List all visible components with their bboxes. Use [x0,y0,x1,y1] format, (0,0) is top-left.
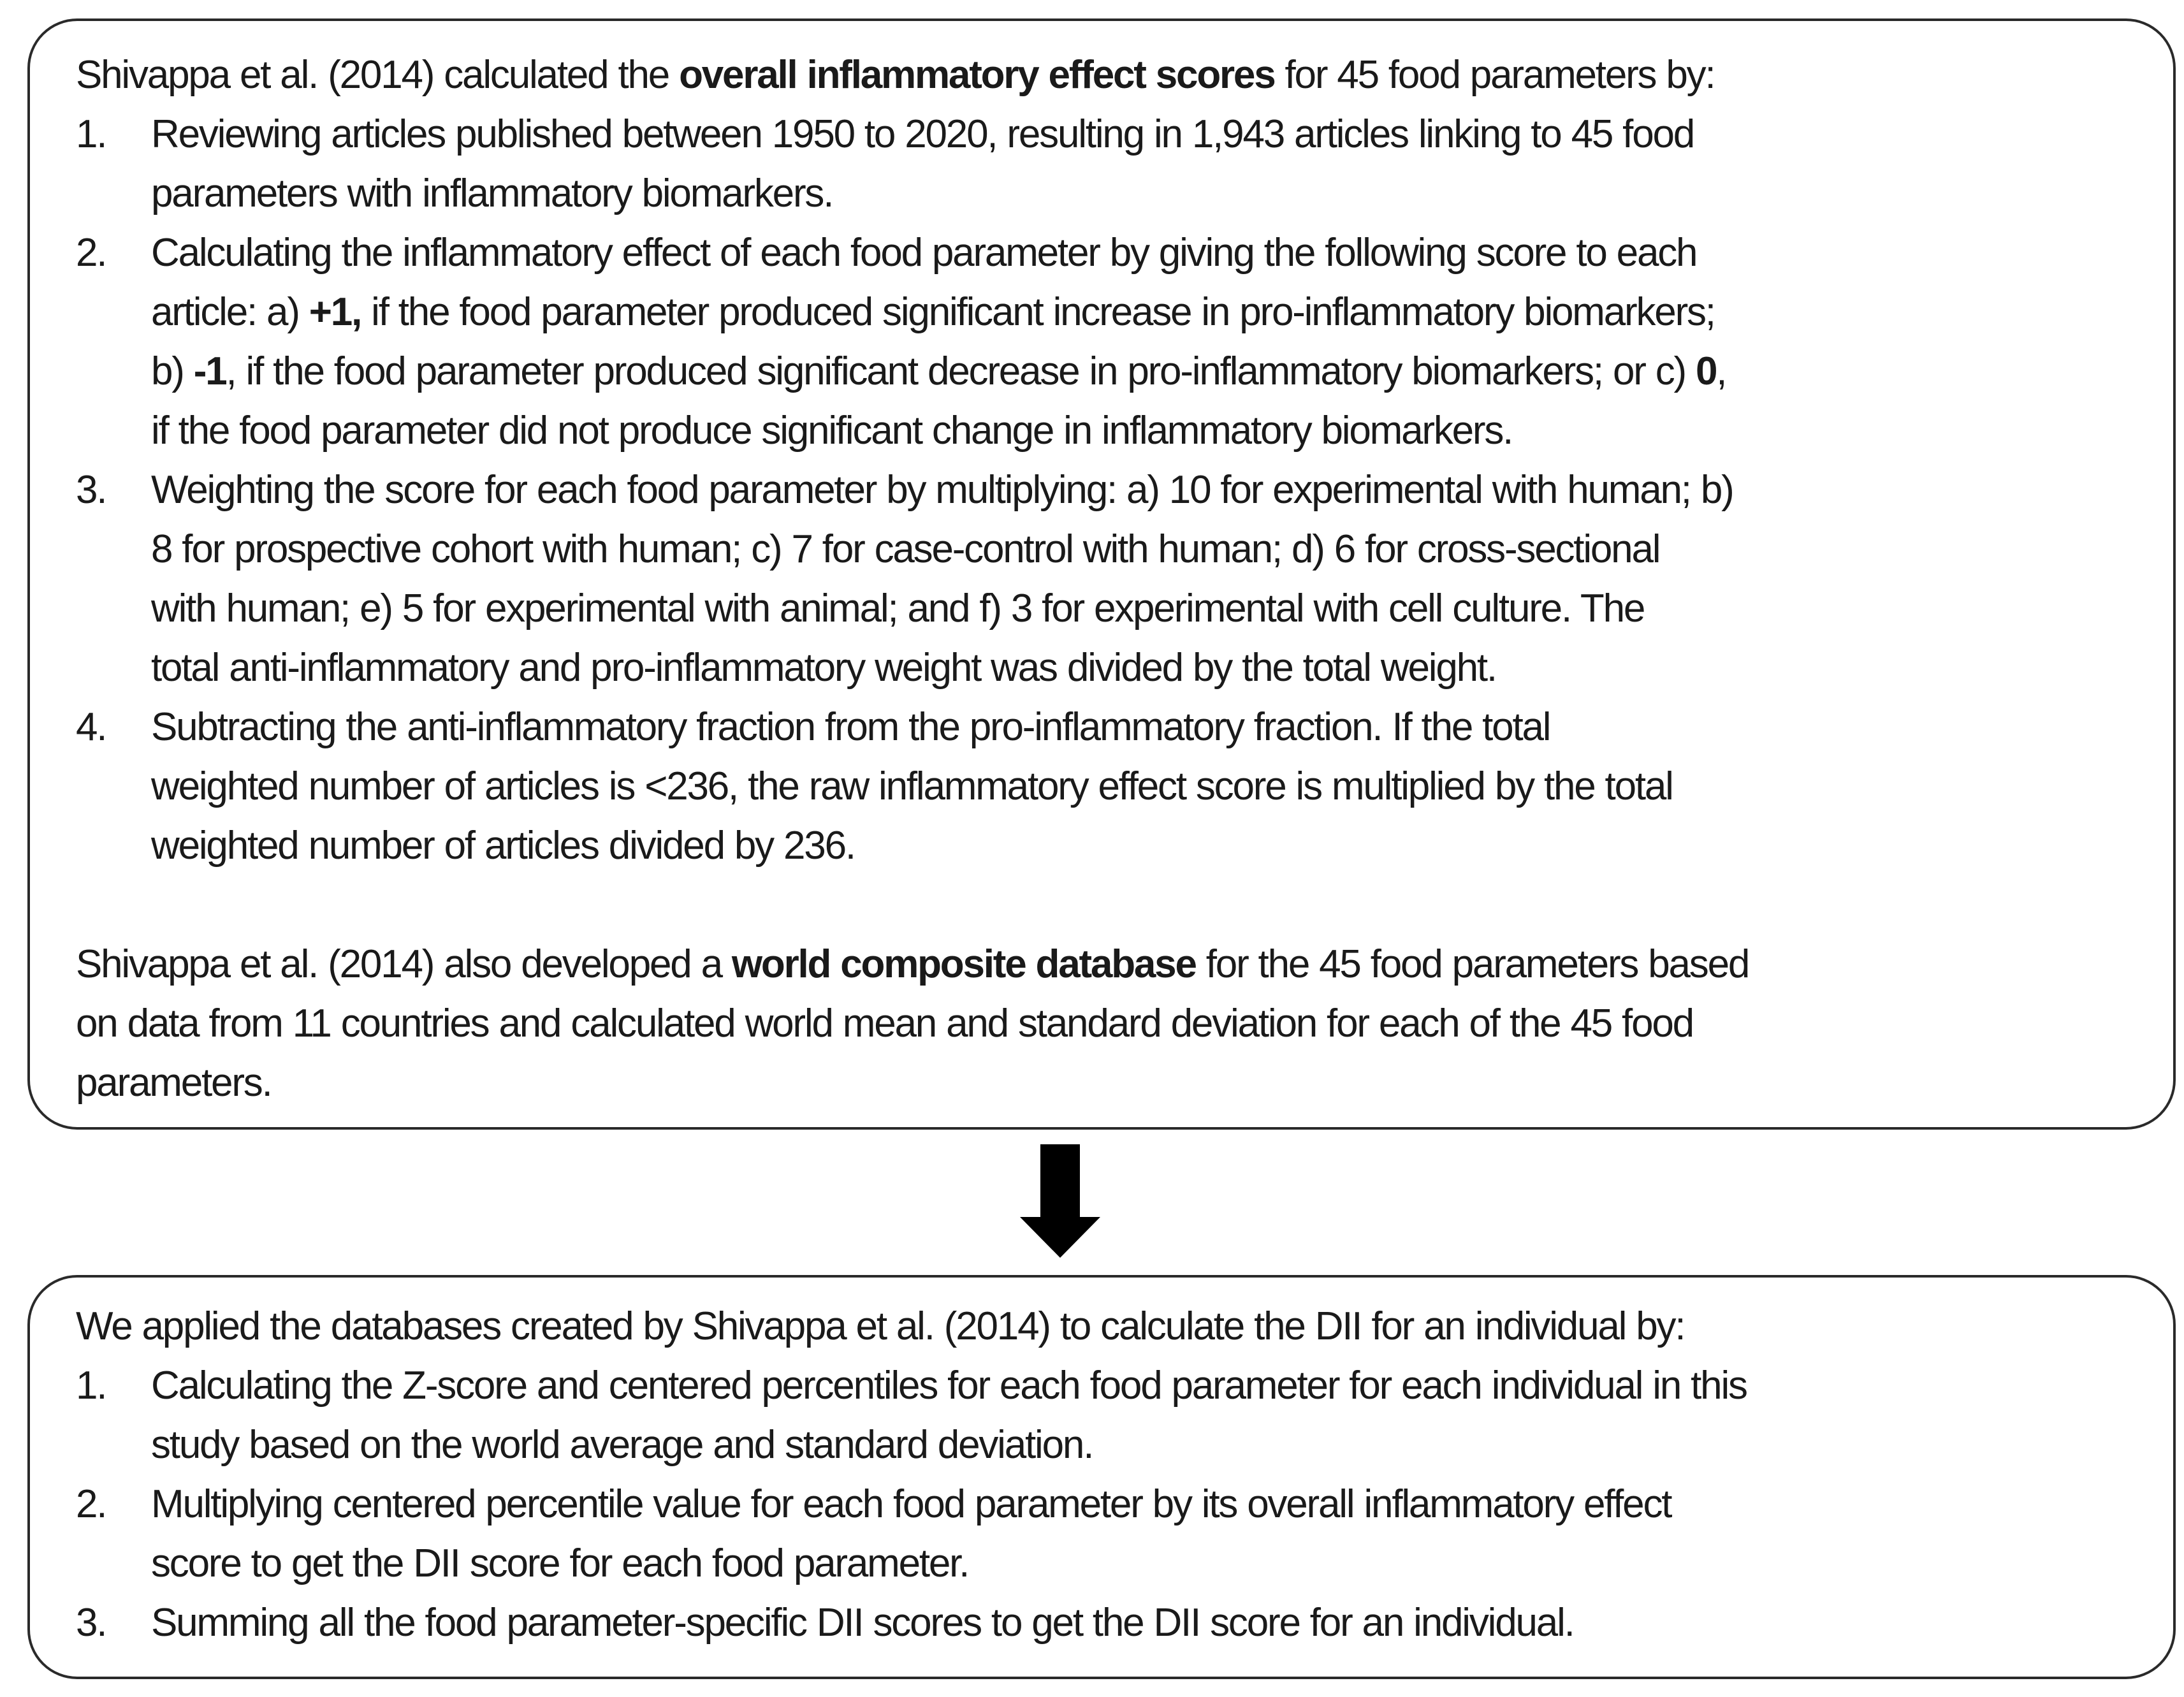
step-number: 2. [76,231,106,275]
step-text-line [151,282,2148,342]
step-item-2 [76,223,2148,460]
step-text-line: with human; e) 5 for experimental with animal; and f) 3 for experimental with cell culture. The [151,586,1645,630]
intro-text-post: for 45 food parameters by: [1274,53,1715,97]
intro-text-pre: Shivappa et al. (2014) calculated the [76,53,680,97]
step-text-line: Summing all the food parameter-specific DII scores to get the DII score for an individual. [151,1601,1574,1645]
step-text-line: 8 for prospective cohort with human; c) 7 for case-control with human; d) 6 for cross-sectional [151,527,1660,571]
step-item-1 [76,105,2148,223]
database-text-line: on data from 11 countries and calculated world mean and standard deviation for each of the 45 food [76,1001,1693,1045]
score-zero: 0 [1696,349,1717,393]
intro-text-bold: overall inflammatory effect scores [679,53,1275,97]
step-text-line: total anti-inflammatory and pro-inflammatory weight was divided by the total weight. [151,646,1496,690]
methods-box-dii-calculation [27,1275,2176,1679]
text-segment: , [1716,349,1726,393]
steps-list [76,105,2148,875]
step-item-3 [76,1593,2148,1652]
step-text-line: study based on the world average and standard deviation. [151,1423,1093,1467]
score-plus-one: +1, [309,290,361,334]
database-text-line: parameters. [76,1061,272,1105]
step-item-2 [76,1475,2148,1593]
step-text-line: parameters with inflammatory biomarkers. [151,171,833,215]
step-text-line: Multiplying centered percentile value for each food parameter by its overall inflammatory effect [151,1482,1671,1526]
text-segment: Shivappa et al. (2014) also developed a [76,942,732,986]
world-composite-database-term: world composite database [731,942,1196,986]
steps-list [76,1356,2148,1652]
methods-box-content [76,45,2148,1112]
step-number: 2. [76,1482,106,1526]
step-item-1 [76,1356,2148,1475]
text-segment: for the 45 food parameters based [1195,942,1749,986]
step-text-line: Subtracting the anti-inflammatory fraction from the pro-inflammatory fraction. If the total [151,705,1550,749]
text-segment: article: a) [151,290,309,334]
step-item-3 [76,460,2148,697]
step-text-line: if the food parameter did not produce significant change in inflammatory biomarkers. [151,409,1513,453]
text-segment: b) [151,349,194,393]
text-segment: if the food parameter produced significant increase in pro-inflammatory biomarkers; [361,290,1715,334]
step-text-line: weighted number of articles divided by 236. [151,824,855,868]
step-text-line: Reviewing articles published between 1950 to 2020, resulting in 1,943 articles linking to 45 food [151,112,1694,156]
step-text-line: Calculating the Z-score and centered percentiles for each food parameter for each individual in this [151,1364,1747,1408]
step-number: 1. [76,1364,106,1408]
intro-text: We applied the databases created by Shivappa et al. (2014) to calculate the DII for an individual by: [76,1304,1685,1348]
step-text-line: weighted number of articles is <236, the raw inflammatory effect score is multiplied by the total [151,764,1673,808]
intro-text [76,45,2148,105]
paragraph-spacer [76,875,2148,935]
step-number: 3. [76,468,106,512]
methods-box-content [76,1297,2148,1652]
down-arrow-icon [1020,1144,1100,1259]
step-number: 3. [76,1601,106,1645]
text-segment: , if the food parameter produced significant decrease in pro-inflammatory biomarkers; or c) [226,349,1696,393]
step-text-line: Weighting the score for each food parameter by multiplying: a) 10 for experimental with human; b) [151,468,1733,512]
step-number: 1. [76,112,106,156]
score-minus-one: -1 [193,349,226,393]
database-paragraph [76,935,2148,1112]
methods-box-inflammatory-scores [27,18,2176,1130]
step-number: 4. [76,705,106,749]
database-text-line [76,935,2148,994]
step-text-line [151,342,2148,401]
step-item-4 [76,697,2148,875]
step-text-line: Calculating the inflammatory effect of each food parameter by giving the following score to each [151,231,1697,275]
step-text-line: score to get the DII score for each food parameter. [151,1541,969,1585]
